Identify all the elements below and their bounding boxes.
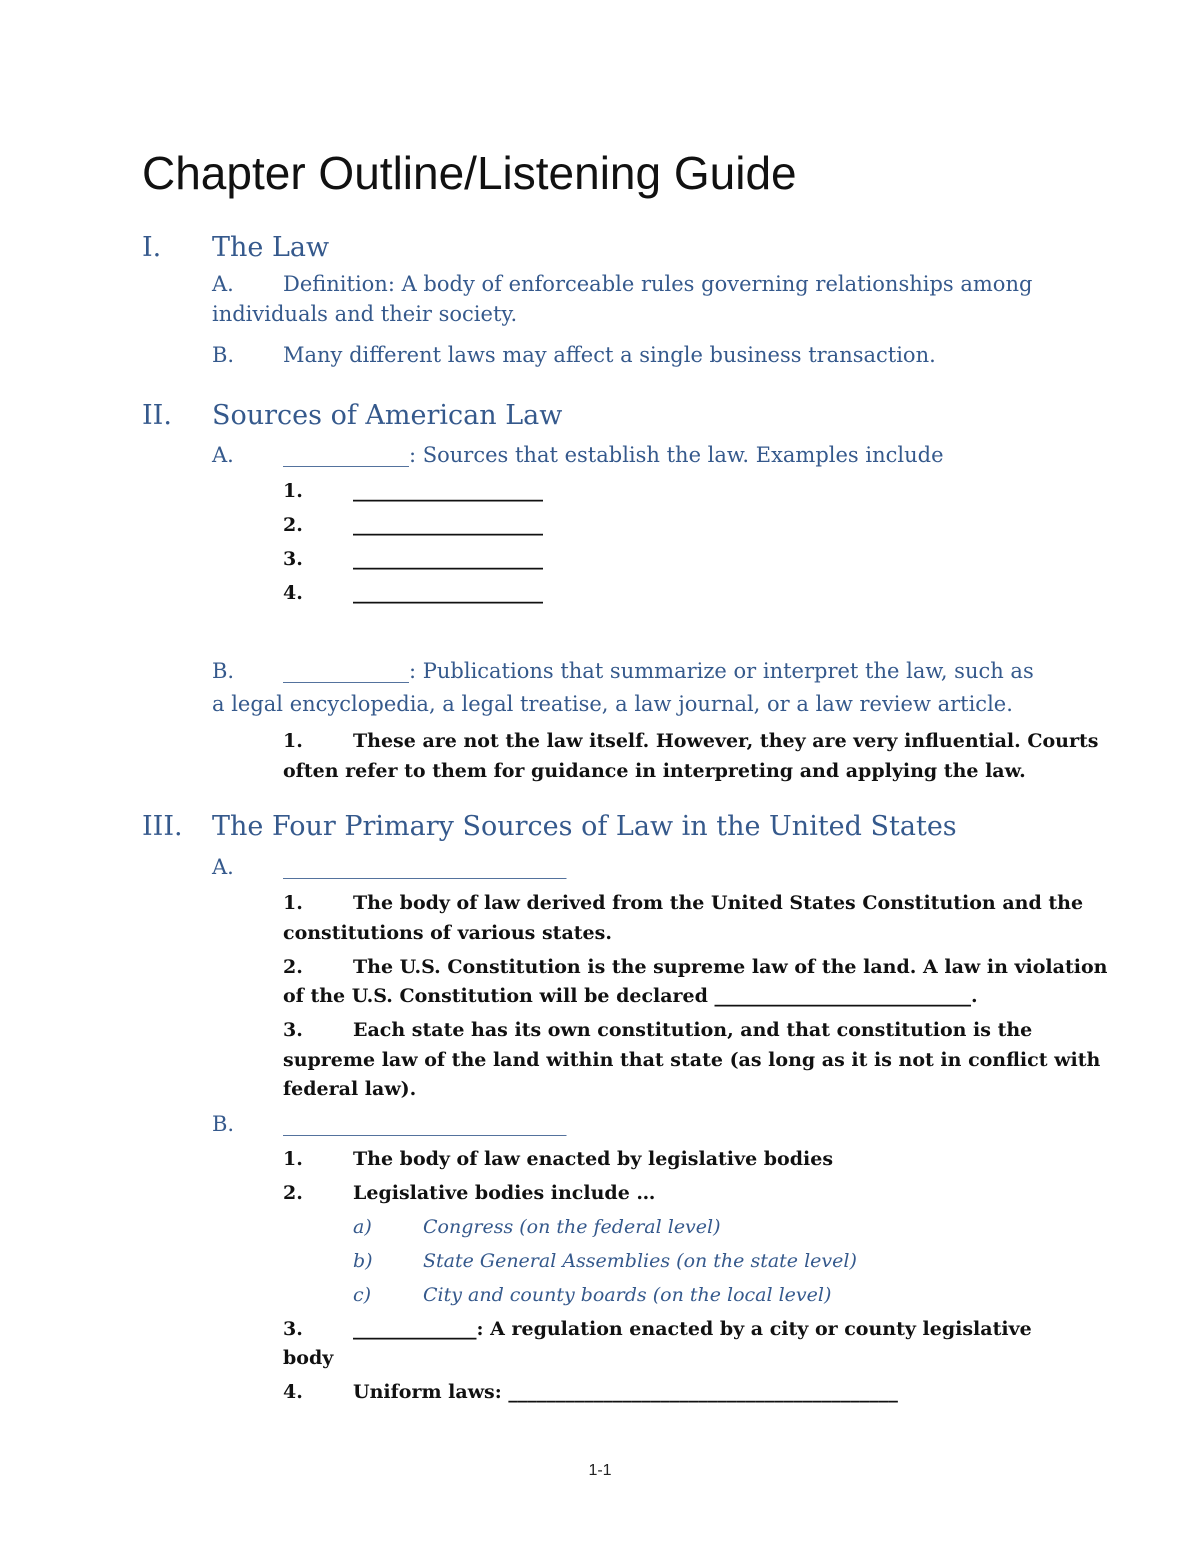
item-text: Congress (on the federal level) — [423, 1216, 721, 1238]
item-marker: 2. — [283, 1182, 303, 1204]
item-marker: A. — [212, 855, 234, 879]
item-marker: b) — [353, 1250, 373, 1272]
blank-line: ____________________ — [353, 480, 543, 502]
item-marker: a) — [353, 1216, 372, 1238]
item-marker: 3. — [283, 1019, 303, 1041]
item-text: Uniform laws: _________________________________________ — [353, 1381, 898, 1403]
item-marker: 1. — [283, 480, 303, 502]
item-marker: c) — [353, 1284, 372, 1306]
section-number: III. — [142, 811, 183, 842]
item-text: ____________: Sources that establish the law. Examples include — [283, 443, 944, 467]
section-number: II. — [142, 400, 172, 431]
blank-line: ___________________________ — [283, 1112, 567, 1136]
item-text-continued: constitutions of various states. — [283, 922, 612, 944]
item-text-continued: individuals and their society. — [212, 302, 518, 326]
page-number: 1-1 — [588, 1462, 612, 1479]
section-title: The Law — [212, 232, 330, 263]
item-text: The U.S. Constitution is the supreme law of the land. A law in violation — [353, 956, 1108, 978]
item-text: City and county boards (on the local level) — [423, 1284, 832, 1306]
blank-line: ____________________ — [353, 514, 543, 536]
item-text-continued: federal law). — [283, 1078, 417, 1100]
item-marker: 2. — [283, 514, 303, 536]
item-text: _____________: A regulation enacted by a city or county legislative — [353, 1318, 1032, 1340]
item-text: ____________: Publications that summarize or interpret the law, such as — [283, 659, 1034, 683]
item-text: The body of law derived from the United States Constitution and the — [353, 892, 1084, 914]
item-text-continued: supreme law of the land within that state (as long as it is not in conflict with — [283, 1049, 1101, 1071]
item-marker: 1. — [283, 730, 303, 752]
item-marker: A. — [212, 443, 234, 467]
item-text-continued: body — [283, 1347, 334, 1369]
item-text: The body of law enacted by legislative bodies — [353, 1148, 834, 1170]
item-text: State General Assemblies (on the state level) — [423, 1250, 857, 1272]
section-title: The Four Primary Sources of Law in the United States — [212, 811, 957, 842]
item-marker: 3. — [283, 1318, 303, 1340]
item-marker: 2. — [283, 956, 303, 978]
item-text-continued: often refer to them for guidance in interpreting and applying the law. — [283, 760, 1026, 782]
section-number: I. — [142, 232, 162, 263]
item-text-continued: a legal encyclopedia, a legal treatise, a law journal, or a law review article. — [212, 692, 1013, 716]
item-marker: B. — [212, 1112, 235, 1136]
item-text: These are not the law itself. However, they are very influential. Courts — [353, 730, 1099, 752]
section-title: Sources of American Law — [212, 400, 563, 431]
item-text: Many different laws may affect a single business transaction. — [283, 343, 936, 367]
item-marker: 4. — [283, 582, 303, 604]
blank-line: ____________________ — [353, 582, 543, 604]
blank-line: ___________________________ — [283, 855, 567, 879]
item-text: Legislative bodies include … — [353, 1182, 656, 1204]
page-title: Chapter Outline/Listening Guide — [142, 147, 797, 199]
item-marker: B. — [212, 343, 235, 367]
item-marker: 3. — [283, 548, 303, 570]
item-marker: 1. — [283, 1148, 303, 1170]
item-text: Definition: A body of enforceable rules governing relationships among — [283, 272, 1033, 296]
item-marker: 4. — [283, 1381, 303, 1403]
item-marker: B. — [212, 659, 235, 683]
item-marker: 1. — [283, 892, 303, 914]
item-text: Each state has its own constitution, and that constitution is the — [353, 1019, 1033, 1041]
item-marker: A. — [212, 272, 234, 296]
blank-line: ____________________ — [353, 548, 543, 570]
item-text-continued: of the U.S. Constitution will be declared ___________________________. — [283, 985, 978, 1007]
